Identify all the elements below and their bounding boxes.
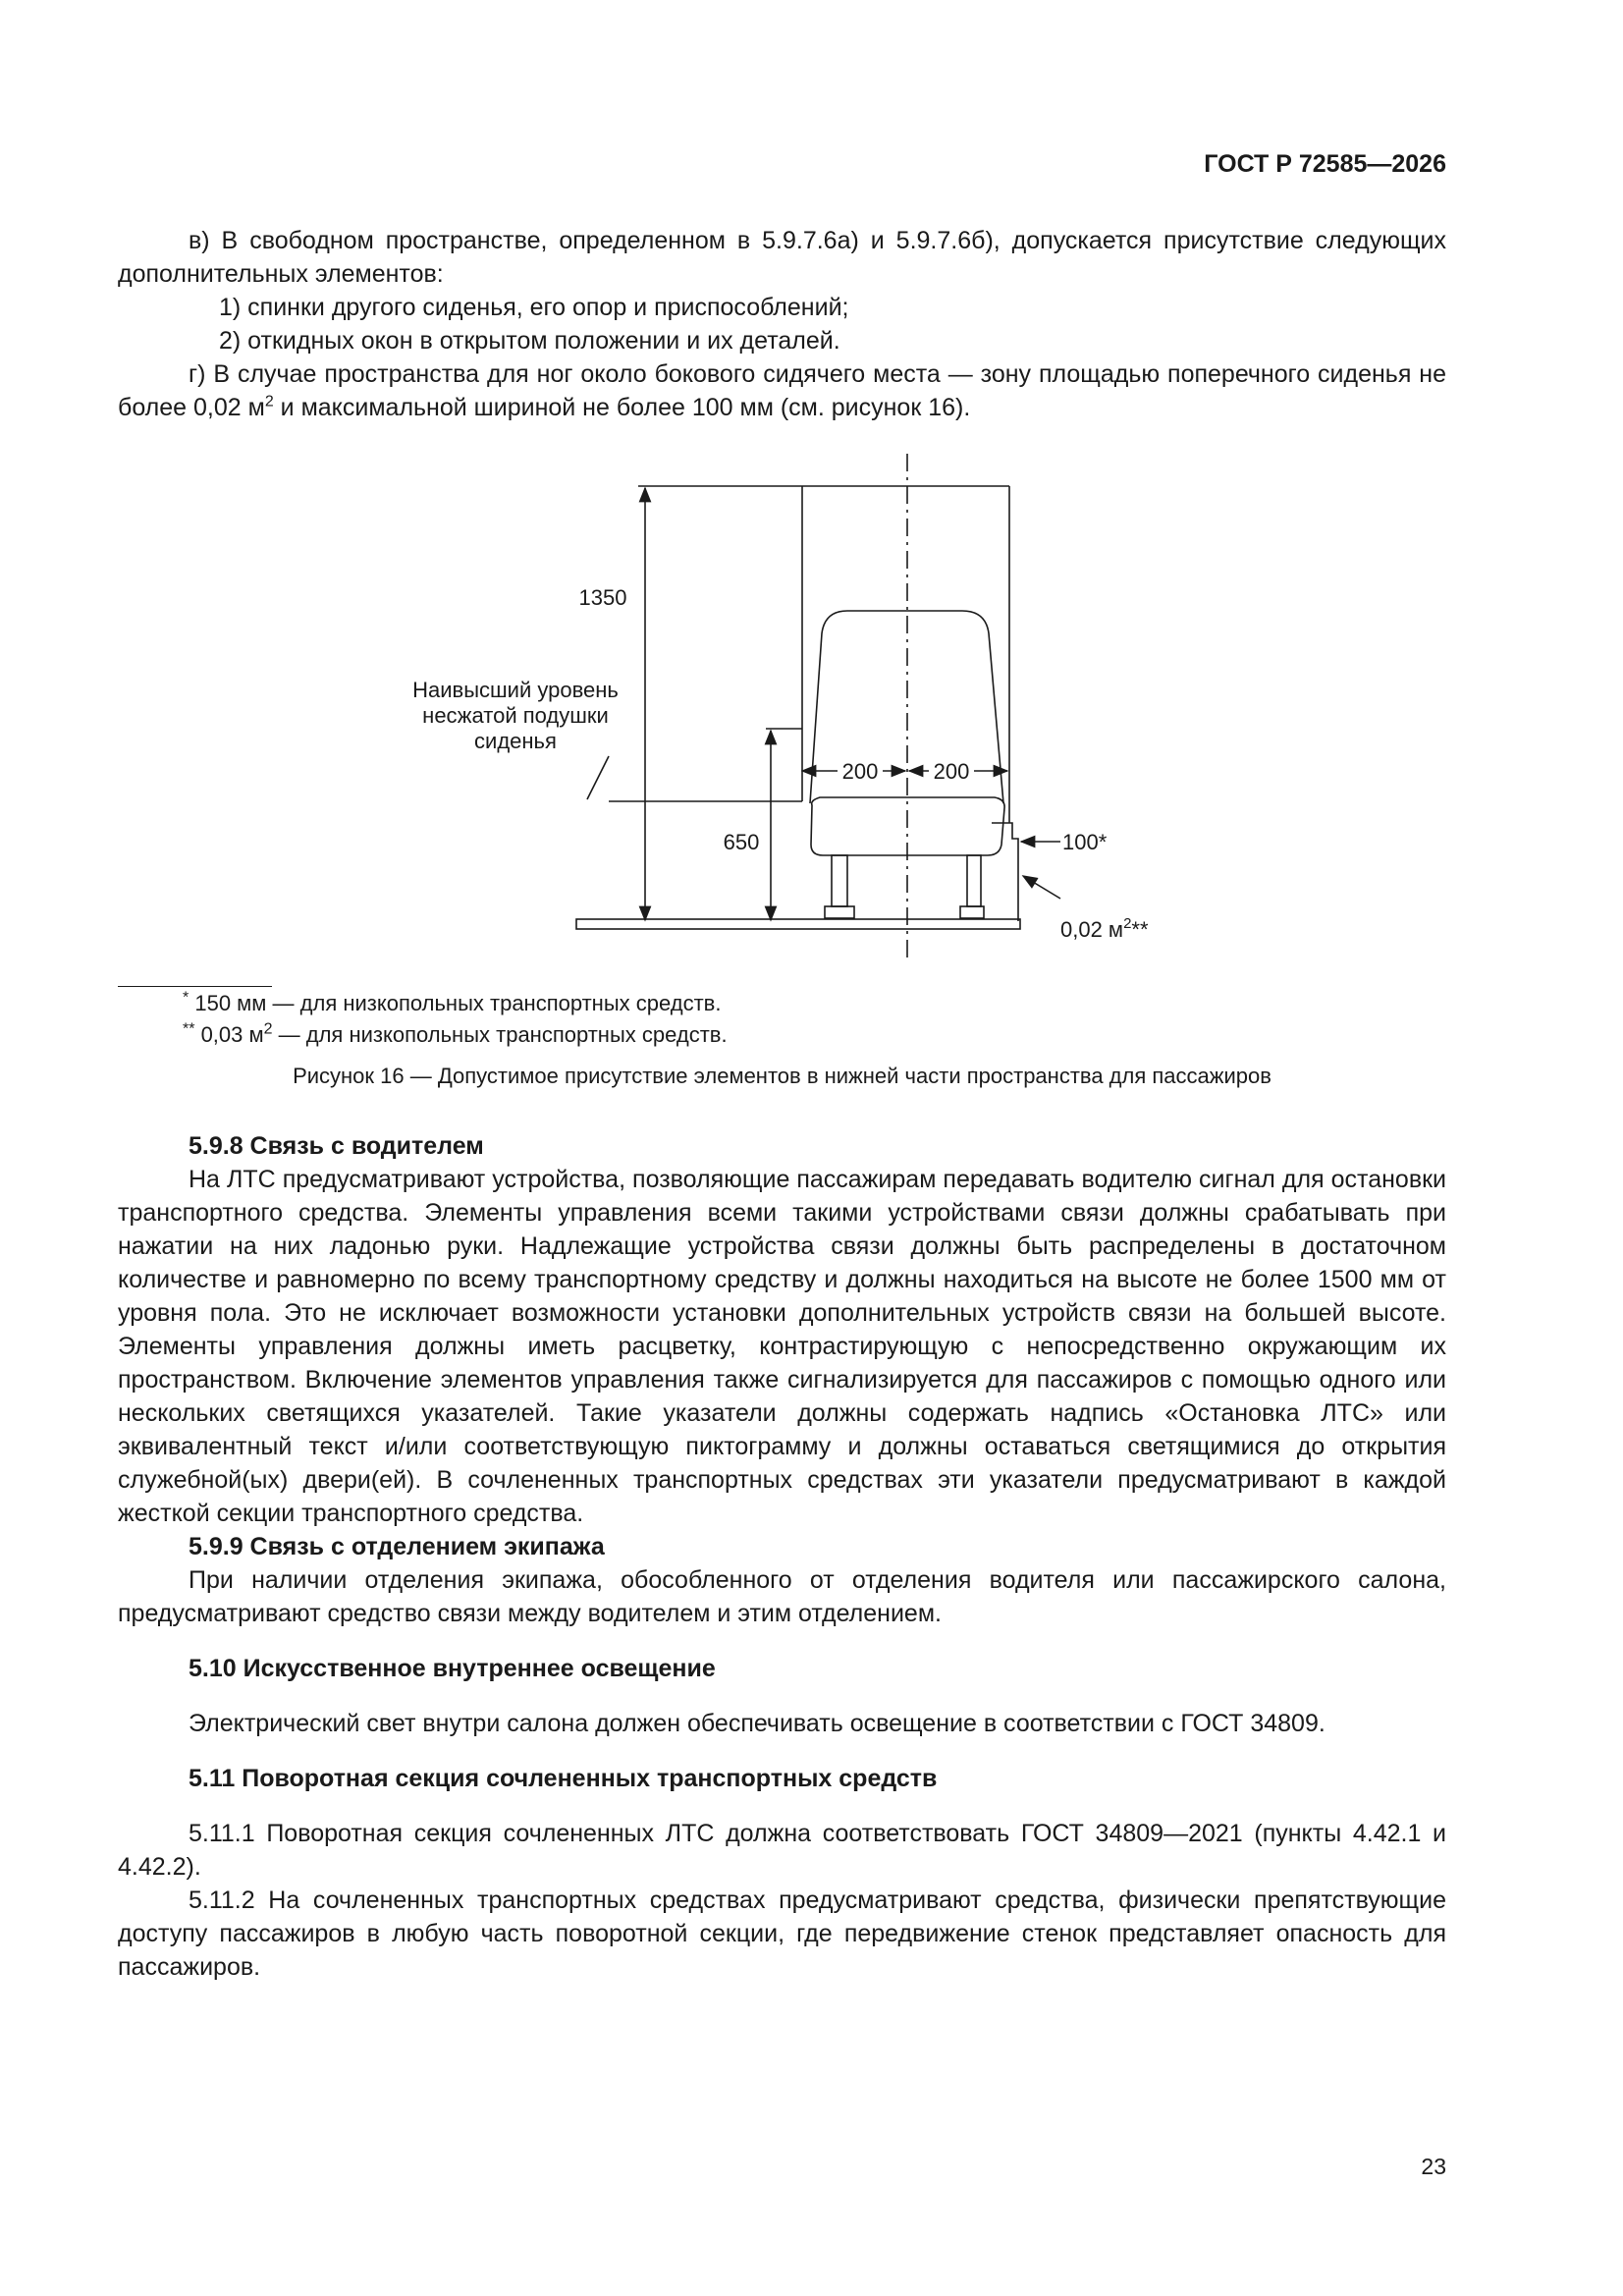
section-598-text: На ЛТС предусматривают устройства, позволяющие пассажирам передавать водителю сигнал для остановки транспортного средства. Элементы управления всеми такими устройствами связи должны срабатывать при нажатии на них ладонью руки. Надлежащие устройства связи должны быть распределены в достаточном количестве и равномерно по всему транспортному средству и должны находиться на высоте не более 1500 мм от уровня пола. Это не исключает возможности установки дополнительных устройств связи на большей высоте. Элементы управления должны иметь расцветку, контрастирующую с непосредственно окружающим их пространством. Включение элементов управления также сигнализируется для пассажиров с помощью одного или нескольких светящихся указателей. Такие указатели должны содержать надпись «Остановка ЛТС» или эквивалентный текст и/или соответствующую пиктограмму и должны оставаться светящимися до открытия служебной(ых) двери(ей). В сочлененных транспортных средствах эти указатели предусматривают в каждой жесткой секции транспортного средства. (118, 1166, 1446, 1527)
item-g (118, 357, 1446, 424)
item-v: в) В свободном пространстве, определенном в 5.9.7.6а) и 5.9.7.6б), допускается присутствие следующих дополнительных элементов: (118, 227, 1446, 288)
item-g-text: г) В случае пространства для ног около бокового сидячего места — зону площадью поперечного сиденья не более 0,02 м (118, 360, 1446, 421)
section-599-title: 5.9.9 Связь с отделением экипажа (189, 1533, 605, 1560)
sub-item-2: 2) откидных окон в открытом положении и их деталей. (219, 327, 840, 355)
label-area-sup: 2 (1123, 915, 1132, 932)
section-599-text: При наличии отделения экипажа, обособленного от отделения водителя или пассажирского салона, предусматривают средство связи между водителем и этим отделением. (118, 1566, 1446, 1627)
label-650: 650 (723, 830, 760, 854)
seat-leg-right (967, 855, 981, 906)
area-leader-arrow (1023, 876, 1060, 899)
label-area-text: 0,02 м (1060, 917, 1124, 942)
footnote-1-text: 150 мм — для низкопольных транспортных средств. (189, 991, 722, 1015)
label-200-right: 200 (933, 759, 970, 784)
seat-foot-left (825, 906, 854, 918)
section-510-title: 5.10 Искусственное внутреннее освещение (189, 1655, 716, 1682)
section-510-text: Электрический свет внутри салона должен обеспечивать освещение в соответствии с ГОСТ 34809. (189, 1710, 1325, 1737)
footnote-2-sup: 2 (263, 1020, 273, 1038)
footnote-1 (183, 988, 728, 1019)
floor-plate (576, 919, 1020, 929)
figure-16 (373, 452, 1198, 962)
footnote-2 (183, 1019, 728, 1051)
page-number: 23 (1421, 2154, 1446, 2179)
footnote-1-mark: * (183, 989, 189, 1007)
sections-block (118, 1129, 1446, 1984)
footnote-2-text: 0,03 м (194, 1022, 264, 1047)
label-200-left: 200 (841, 759, 879, 784)
seat-foot-right (960, 906, 984, 918)
section-598-title: 5.9.8 Связь с водителем (189, 1132, 484, 1160)
seat-leg-left (832, 855, 847, 906)
footnotes (183, 988, 728, 1051)
label-1350: 1350 (578, 585, 627, 610)
label-area-stars: ** (1131, 917, 1149, 942)
figure-caption: Рисунок 16 — Допустимое присутствие элементов в нижней части пространства для пассажиров (293, 1064, 1271, 1088)
side-zone-outline (992, 823, 1018, 921)
note-line-3: сиденья (474, 729, 557, 753)
seat-diagram (373, 452, 1198, 962)
item-g-text-end: и максимальной шириной не более 100 мм (см. рисунок 16). (273, 394, 971, 421)
section-5112-text: 5.11.2 На сочлененных транспортных средствах предусматривают средства, физически препятствующие доступу пассажиров в любую часть поворотной секции, где передвижение стенок представляет опасность для пассажиров. (118, 1886, 1446, 1981)
note-line-2: несжатой подушки (422, 703, 609, 728)
note-line-1: Наивысший уровень (412, 678, 619, 702)
document-header: ГОСТ Р 72585—2026 (1204, 150, 1446, 178)
item-g-sup: 2 (264, 393, 274, 410)
footnote-rule (118, 986, 272, 987)
section-5111-text: 5.11.1 Поворотная секция сочлененных ЛТС должна соответствовать ГОСТ 34809—2021 (пункты 4.42.1 и 4.42.2). (118, 1820, 1446, 1881)
sub-list (118, 291, 1446, 357)
footnote-2-text-end: — для низкопольных транспортных средств. (272, 1022, 728, 1047)
cushion-leader-line (587, 756, 609, 799)
label-area (1060, 915, 1149, 942)
intro-block (118, 224, 1446, 424)
label-100: 100* (1062, 830, 1108, 854)
sub-item-1: 1) спинки другого сиденья, его опор и приспособлений; (219, 294, 849, 321)
section-511-title: 5.11 Поворотная секция сочлененных транспортных средств (189, 1765, 938, 1792)
footnote-2-mark: ** (183, 1020, 195, 1038)
